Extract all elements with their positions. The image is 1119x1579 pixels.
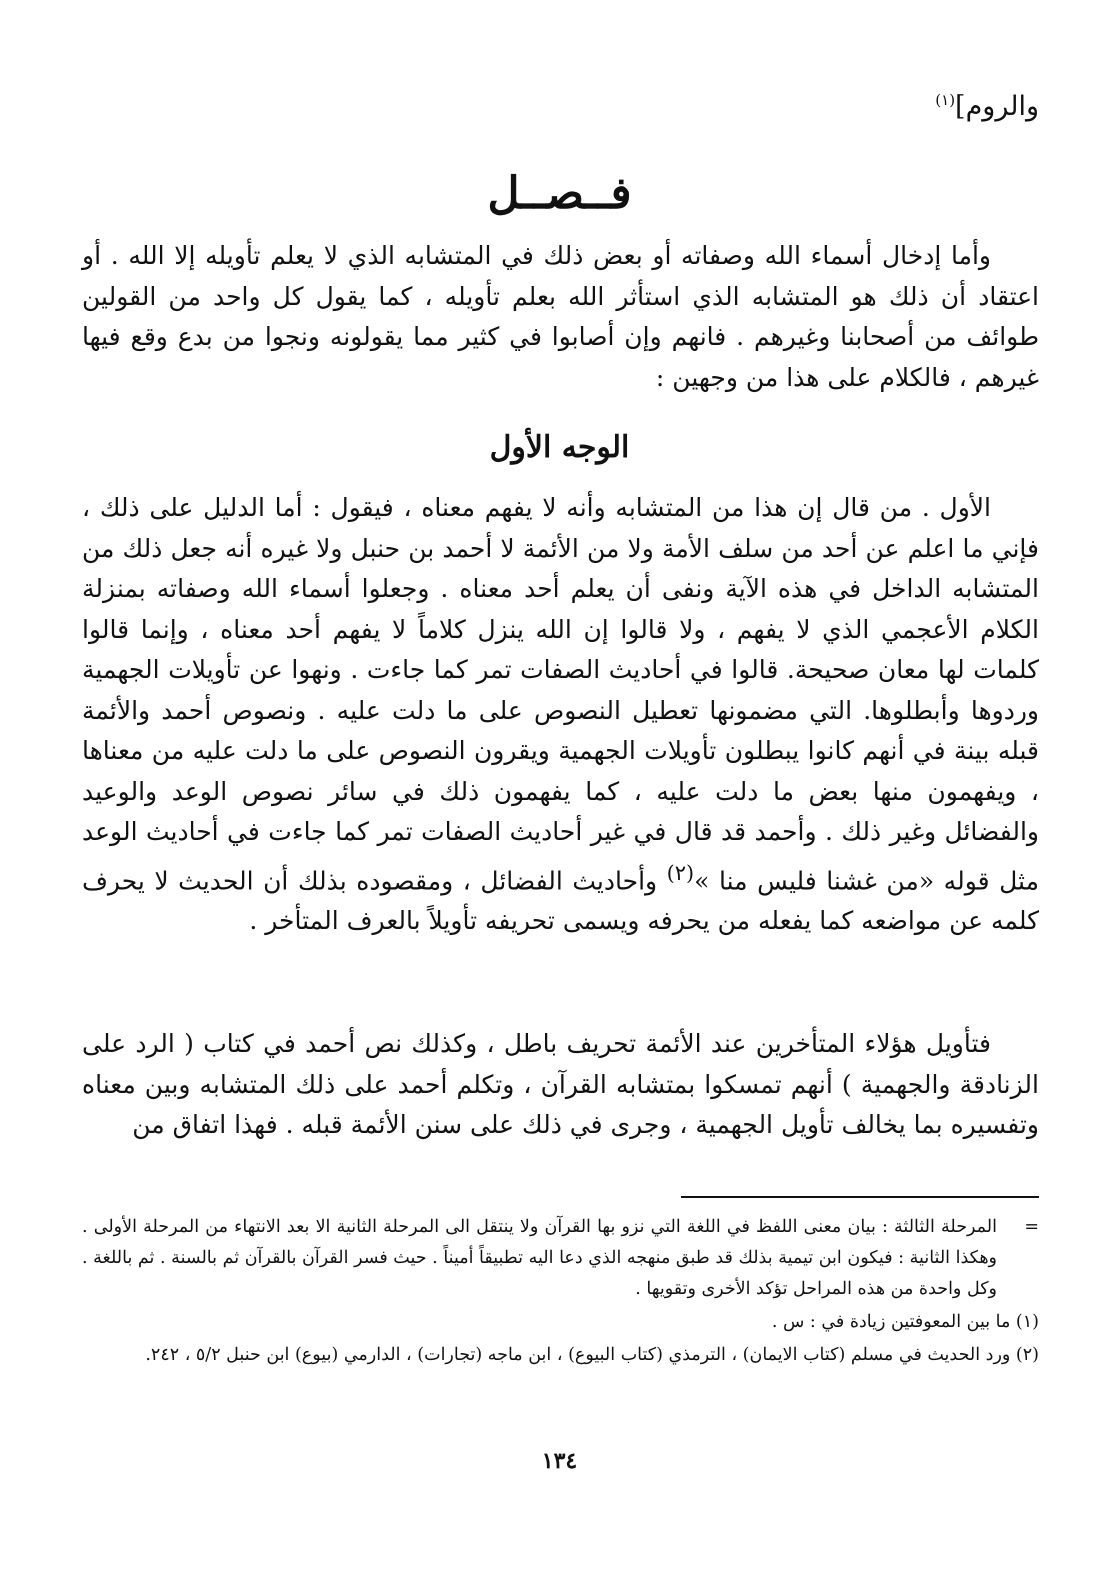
footnote-1: (١) ما بين المعوفتين زيادة في : س .	[771, 1312, 1039, 1332]
subheading-first-aspect: الوجه الأول	[489, 430, 630, 465]
paragraph-intro: وأما إدخال أسماء الله وصفاته أو بعض ذلك في المتشابه الذي لا يعلم تأويله إلا الله . أو اعتقاد أن ذلك هو المتشابه الذي استأثر الله بعلم تأويله ، كما يقول كل واحد من القولين طوائف من أصحابنا وغيرهم . فانهم وإن أصابوا في كثير مما يقولونه ونجوا من بدع وقع فيها غيرهم ، فالكلام على هذا من وجهين :	[82, 241, 1039, 392]
footnote-ref-1: (١)	[935, 91, 956, 109]
section-title: فــصــل	[487, 168, 632, 219]
footnote-continuation-text: المرحلة الثالثة : بيان معنى اللفظ في اللغة التي نزو بها القرآن ولا ينتقل الى المرحلة الثانية الا بعد الانتهاء من المرحلة الأولى . وهكذا الثانية : فيكون ابن تيمية بذلك قد طبق منهجه الذي دعا اليه تطبيقاً أميناً . حيث فسر القرآن بالقرآن ثم بالسنة . ثم باللغة . وكل واحدة من هذه المراحل تؤكد الأخرى وتقويها .	[82, 1217, 997, 1299]
footnote-ref-2: (٢)	[666, 860, 695, 885]
paragraph-interpretation: فتأويل هؤلاء المتأخرين عند الأئمة تحريف باطل ، وكذلك نص أحمد في كتاب ( الرد على الزنادقة والجهمية ) أنهم تمسكوا بمتشابه القرآن ، وتكلم أحمد على ذلك المتشابه وبين معناه وتفسيره بما يخالف تأويل الجهمية ، وجرى في ذلك على سنن الأئمة قبله . فهذا اتفاق من	[82, 1029, 1039, 1139]
footnote-continuation	[82, 1212, 1039, 1305]
paragraph-first-aspect-text: الأول . من قال إن هذا من المتشابه وأنه لا يفهم معناه ، فيقول : أما الدليل على ذلك ، فإني ما اعلم عن أحد من سلف الأمة ولا من الأئمة لا أحمد بن حنبل ولا غيره أنه جعل ذلك من المتشابه الداخل في هذه الآية ونفى أن يعلم أحد معناه . وجعلوا أسماء الله وصفاته بمنزلة الكلام الأعجمي الذي لا يفهم ، ولا قالوا إن الله ينزل كلاماً لا يفهم أحد معناه ، وإنما قالوا كلمات لها معان صحيحة. قالوا في أحاديث الصفات تمر كما جاءت . ونهوا عن تأويلات الجهمية وردوها وأبطلوها. التي مضمونها تعطيل النصوص على ما دلت عليه . ونصوص أحمد والأئمة قبله بينة في أنهم كانوا يبطلون تأويلات الجهمية ويقرون النصوص على ما دلت عليه من معناها ، ويفهمون منها بعض ما دلت عليه ، كما يفهمون ذلك في سائر نصوص الوعد والوعيد والفضائل وغير ذلك . وأحمد قد قال في غير أحاديث الصفات تمر كما جاءت في أحاديث الوعد مثل قوله «من غشنا فليس منا »	[82, 493, 1039, 895]
paragraph-first-aspect	[82, 488, 1039, 942]
footnote-2: (٢) ورد الحديث في مسلم (كتاب الايمان) ، الترمذي (كتاب البيوع) ، ابن ماجه (تجارات) ، الدارمي (بيوع) ابن حنبل ٥/٢ ، ٢٤٢.	[145, 1345, 1039, 1365]
footnote-divider	[681, 1196, 1039, 1198]
continuation-mark: =	[1024, 1217, 1039, 1237]
continued-verse-fragment	[935, 78, 1039, 129]
paragraph-first-aspect-rest: وأحاديث الفضائل ، ومقصوده بذلك أن الحديث لا يحرف كلمه عن مواضعه كما يفعله من يحرفه ويسمى تحريفه تأويلاً بالعرف المتأخر .	[82, 865, 1039, 936]
page-number: ١٣٤	[541, 1448, 578, 1474]
footnotes	[82, 1212, 1039, 1373]
fragment-text: والروم]	[955, 91, 1039, 122]
